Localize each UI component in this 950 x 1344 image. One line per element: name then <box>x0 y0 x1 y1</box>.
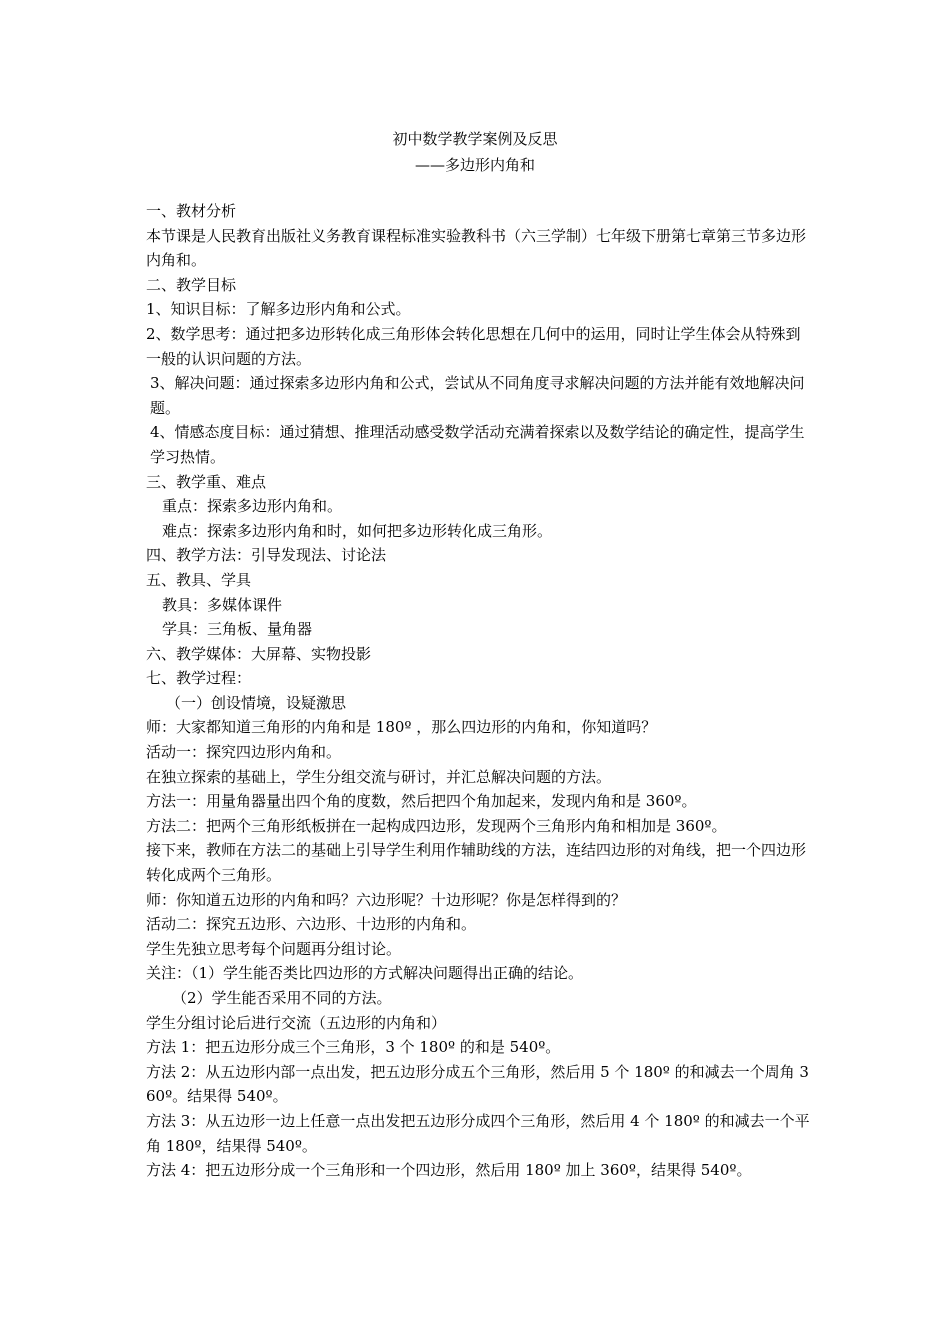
paragraph: 方法 3：从五边形一边上任意一点出发把五边形分成四个三角形，然后用 4 个 180º 的和减去一个平角 180º，结果得 540º。 <box>146 1111 810 1155</box>
paragraph: 学生先独立思考每个问题再分组讨论。 <box>146 939 402 958</box>
paragraph: 方法 1：把五边形分成三个三角形，3 个 180º 的和是 540º。 <box>146 1038 561 1057</box>
paragraph: 学生分组讨论后进行交流（五边形的内角和） <box>146 1013 447 1032</box>
document-title: 初中数学教学案例及反思 <box>392 130 558 148</box>
paragraph: 七、教学过程： <box>146 669 252 688</box>
paragraph: 关注：（1）学生能否类比四边形的方式解决问题得出正确的结论。 <box>146 964 584 983</box>
paragraph: 学具：三角板、量角器 <box>162 620 313 639</box>
paragraph: 六、教学媒体：大屏幕、实物投影 <box>146 644 372 663</box>
paragraph: 师：你知道五边形的内角和吗？六边形呢？十边形呢？你是怎样得到的？ <box>146 890 627 909</box>
paragraph: 本节课是人民教育出版社义务教育课程标准实验教科书（六三学制）七年级下册第七章第三节多边形内角和。 <box>146 226 807 270</box>
paragraph: 四、教学方法：引导发现法、讨论法 <box>146 546 387 565</box>
paragraph: 接下来，教师在方法二的基础上引导学生利用作辅助线的方法，连结四边形的对角线，把一个四边形转化成两个三角形。 <box>146 841 807 885</box>
paragraph: 1、知识目标：了解多边形内角和公式。 <box>146 300 411 319</box>
paragraph: 3、解决问题：通过探索多边形内角和公式，尝试从不同角度寻求解决问题的方法并能有效地解决问题。 <box>150 374 805 417</box>
paragraph: 方法一：用量角器量出四个角的度数，然后把四个角加起来，发现内角和是 360º。 <box>146 792 697 811</box>
paragraph: 重点：探索多边形内角和。 <box>162 497 343 516</box>
paragraph: 方法 2：从五边形内部一点出发，把五边形分成五个三角形，然后用 5 个 180º 的和减去一个周角 360º。结果得 540º。 <box>146 1062 809 1106</box>
paragraph: 方法二：把两个三角形纸板拼在一起构成四边形，发现两个三角形内角和相加是 360º。 <box>146 816 727 835</box>
paragraph: 一、教材分析 <box>146 202 237 220</box>
paragraph: 方法 4：把五边形分成一个三角形和一个四边形，然后用 180º 加上 360º，结果得 540º。 <box>146 1161 752 1180</box>
paragraph: 难点：探索多边形内角和时，如何把多边形转化成三角形。 <box>162 521 553 540</box>
paragraph: 在独立探索的基础上，学生分组交流与研讨，并汇总解决问题的方法。 <box>146 767 612 786</box>
paragraph: （一）创设情境，设疑激思 <box>166 693 347 712</box>
paragraph: 二、教学目标 <box>146 275 237 294</box>
paragraph: 活动二：探究五边形、六边形、十边形的内角和。 <box>146 915 477 934</box>
document-body <box>146 199 810 1183</box>
paragraph: 教具：多媒体课件 <box>162 595 283 614</box>
paragraph: （2）学生能否采用不同的方法。 <box>172 989 392 1007</box>
document-subtitle: ——多边形内角和 <box>414 156 535 174</box>
paragraph: 4、情感态度目标：通过猜想、推理活动感受数学活动充满着探索以及数学结论的确定性，提高学生学习热情。 <box>150 423 805 466</box>
paragraph: 师：大家都知道三角形的内角和是 180º ，那么四边形的内角和，你知道吗？ <box>146 718 657 737</box>
paragraph: 活动一：探究四边形内角和。 <box>146 743 342 762</box>
paragraph: 五、教具、学具 <box>146 570 252 589</box>
paragraph: 三、教学重、难点 <box>146 472 267 491</box>
paragraph: 2、数学思考：通过把多边形转化成三角形体会转化思想在几何中的运用，同时让学生体会从特殊到一般的认识问题的方法。 <box>146 324 801 368</box>
title-block <box>0 126 950 178</box>
